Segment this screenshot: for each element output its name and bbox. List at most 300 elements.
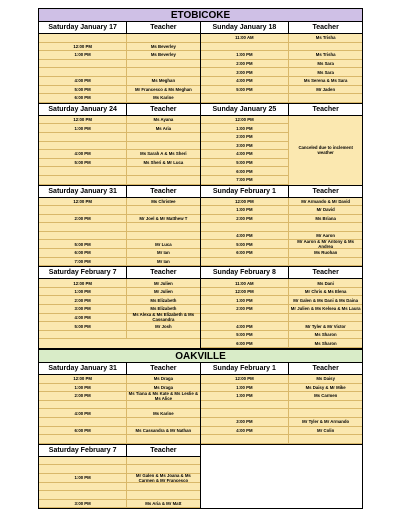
day-header	[39, 186, 200, 198]
slot-time	[39, 167, 127, 175]
slot-teacher: Mr Julien	[153, 289, 173, 295]
slot-time: 1:00 PM	[39, 288, 127, 296]
time-slot-row	[39, 457, 200, 466]
slot-time: 4:00 PM	[39, 314, 127, 322]
slot-teacher	[127, 331, 199, 339]
slot-time: 7:00 PM	[201, 176, 290, 184]
day-title: Saturday January 17	[39, 22, 127, 33]
time-slot-row	[201, 77, 363, 86]
time-slot-row	[201, 94, 363, 103]
slot-time	[39, 176, 127, 184]
oakville-title: OAKVILLE	[38, 349, 363, 363]
slot-time: 5:00 PM	[39, 322, 127, 330]
time-slot-row	[39, 392, 200, 401]
slot-teacher: Mr Joel & Mr Matthew T	[139, 215, 188, 221]
slot-teacher: Ms Aria	[155, 125, 172, 131]
slot-teacher: Ms Draga	[153, 384, 174, 390]
slot-time: 4:00 PM	[201, 77, 290, 85]
time-slot-row	[201, 409, 363, 418]
day-title: Sunday January 18	[201, 22, 290, 33]
slot-teacher: Mr Ian	[157, 258, 170, 264]
day-header	[39, 267, 200, 279]
slot-teacher: Mr Francesco & Ms Meghan	[134, 86, 192, 92]
slot-time: 5:00 PM	[201, 240, 290, 248]
slot-time	[39, 401, 127, 409]
slot-teacher	[289, 314, 362, 322]
slot-teacher	[127, 176, 199, 184]
slot-time: 4:00 PM	[39, 409, 127, 417]
slot-time: 1:00 PM	[201, 392, 290, 400]
day-header	[201, 186, 363, 198]
slot-time: 4:00 PM	[201, 232, 290, 240]
slot-time: 11:00 AM	[201, 279, 290, 287]
time-slot-row	[39, 232, 200, 241]
slot-time: 3:00 PM	[39, 500, 127, 508]
slot-time: 6:00 PM	[39, 249, 127, 257]
slot-teacher: Ms Carmen	[314, 393, 338, 399]
slot-time: 4:00 PM	[39, 77, 127, 85]
slot-teacher: Ms Tiana & Ms Kate & Ms Leslie & Ms Alice	[128, 390, 199, 401]
slot-teacher: Ms Elizabeth	[150, 306, 177, 312]
time-slot-row	[201, 60, 363, 69]
time-slot-row	[39, 68, 200, 77]
day-header	[201, 363, 363, 375]
slot-teacher: Mr Colin	[317, 427, 335, 433]
slot-teacher: Mr Ian	[157, 250, 170, 256]
slot-time: 6:00 PM	[201, 339, 290, 347]
slot-time	[201, 223, 290, 231]
teacher-header: Teacher	[312, 24, 339, 31]
slot-teacher: Mr Chris & Ms Elena	[304, 289, 347, 295]
slot-time	[39, 68, 127, 76]
slot-time: 4:00 PM	[39, 150, 127, 158]
slot-time: 3:00 PM	[201, 142, 290, 150]
time-slot-row	[39, 116, 200, 125]
slot-time: 1:00 PM	[201, 296, 290, 304]
time-slot-row	[39, 86, 200, 95]
time-slot-row	[201, 322, 363, 331]
slot-teacher: Ms Briana	[315, 215, 336, 221]
time-slot-row	[39, 375, 200, 384]
slot-teacher: Mr Tyler & Mr Victor	[305, 323, 346, 329]
teacher-header: Teacher	[150, 365, 177, 372]
day-title: Saturday January 31	[39, 363, 127, 374]
slot-teacher	[127, 60, 199, 68]
slot-time: 6:00 PM	[201, 167, 290, 175]
slot-teacher	[127, 167, 199, 175]
slot-time: 4:00 PM	[201, 322, 290, 330]
time-slots	[39, 116, 200, 185]
slot-teacher: Ms Dani	[317, 280, 334, 286]
day-title: Saturday January 31	[39, 186, 127, 197]
slot-time: 12:00 PM	[39, 375, 127, 383]
day-header	[201, 267, 363, 279]
day-column	[39, 186, 201, 267]
time-slot-row	[201, 384, 363, 393]
slot-teacher: Ms Karine	[153, 95, 174, 101]
slot-teacher: Mr Julien	[153, 280, 173, 286]
time-slot-row	[39, 43, 200, 52]
time-slot-row	[39, 401, 200, 410]
time-slot-row	[39, 240, 200, 249]
slot-time	[39, 142, 127, 150]
time-slots	[39, 34, 200, 103]
slot-time	[39, 435, 127, 443]
slot-teacher: Mr Galen & Ms Joana & Ms Carmen & Mr Francesco	[135, 472, 191, 483]
day-column	[39, 104, 201, 185]
slot-teacher: Ms Sharon	[314, 340, 337, 346]
time-slot-row	[201, 314, 363, 323]
slot-teacher: Ms Trisha	[315, 52, 336, 58]
slot-time: 2:00 PM	[39, 215, 127, 223]
time-slot-row	[39, 331, 200, 340]
teacher-header: Teacher	[312, 365, 339, 372]
time-slot-row	[201, 249, 363, 258]
time-slots	[201, 34, 363, 103]
slot-teacher	[127, 491, 199, 499]
teacher-header: Teacher	[150, 105, 177, 113]
slot-teacher: Ms Beverley	[150, 52, 176, 58]
time-slot-row	[39, 258, 200, 267]
time-slot-row	[201, 223, 363, 232]
slot-time	[201, 314, 290, 322]
day-title: Sunday January 25	[201, 104, 290, 115]
slot-time	[39, 223, 127, 231]
time-slot-row	[39, 51, 200, 60]
day-column	[201, 104, 363, 185]
slot-time: 3:00 PM	[201, 68, 290, 76]
day-header	[201, 22, 363, 34]
time-slot-row	[201, 198, 363, 207]
slot-teacher	[127, 206, 199, 214]
time-slots	[39, 279, 200, 339]
week-block	[38, 104, 363, 186]
slot-time	[39, 331, 127, 339]
slot-time	[39, 60, 127, 68]
time-slot-row	[39, 142, 200, 151]
teacher-header: Teacher	[150, 187, 177, 195]
day-column	[201, 186, 363, 267]
day-header	[39, 104, 200, 116]
time-slot-row	[39, 500, 200, 509]
time-slot-row	[39, 215, 200, 224]
slot-time: 12:00 PM	[39, 198, 127, 206]
time-slot-row	[201, 331, 363, 340]
slot-teacher	[127, 483, 199, 491]
time-slot-row	[39, 483, 200, 492]
day-title: Saturday February 7	[39, 267, 127, 278]
time-slot-row	[39, 409, 200, 418]
time-slot-row	[201, 296, 363, 305]
slot-time	[39, 465, 127, 473]
time-slot-row	[39, 474, 200, 483]
time-slot-row	[39, 60, 200, 69]
slot-teacher: Mr Armando & Mr David	[301, 198, 351, 204]
slot-time: 1:00 PM	[39, 384, 127, 392]
slot-time	[39, 232, 127, 240]
slot-time: 1:00 PM	[39, 51, 127, 59]
slot-teacher	[127, 418, 199, 426]
slot-teacher: Mr Aaron & Mr Antony & Ms Andrea	[297, 239, 355, 250]
time-slot-row	[201, 392, 363, 401]
slot-teacher: Ms Sheri & Mr Luca	[143, 160, 184, 166]
time-slot-row	[39, 176, 200, 185]
time-slot-row	[39, 491, 200, 500]
day-column	[201, 22, 363, 103]
slot-time: 2:00 PM	[201, 60, 290, 68]
slot-time: 12:00 PM	[39, 279, 127, 287]
slot-teacher	[127, 223, 199, 231]
slot-teacher	[289, 223, 362, 231]
slot-time: 4:00 PM	[201, 150, 290, 158]
slot-time	[201, 435, 290, 443]
slot-teacher	[289, 409, 362, 417]
time-slots	[39, 375, 200, 444]
slot-teacher: Ms Trisha	[315, 35, 336, 41]
time-slot-row	[201, 288, 363, 297]
time-slots	[201, 116, 363, 185]
slot-teacher: Mr Tyler & Mr Armando	[302, 419, 350, 425]
slot-teacher: Mr David	[316, 207, 335, 213]
time-slot-row	[39, 435, 200, 444]
slot-teacher: Ms Sharon	[314, 332, 337, 338]
teacher-header: Teacher	[312, 187, 339, 195]
time-slot-row	[39, 223, 200, 232]
day-column	[201, 363, 363, 444]
slot-time	[39, 483, 127, 491]
slot-time: 4:00 PM	[201, 427, 290, 435]
slot-time	[201, 258, 290, 266]
slot-time: 1:00 PM	[201, 206, 290, 214]
time-slot-row	[39, 77, 200, 86]
day-title: Saturday January 24	[39, 104, 127, 115]
slot-time: 6:00 PM	[39, 94, 127, 102]
time-slot-row	[201, 339, 363, 348]
day-column	[39, 267, 201, 348]
slot-teacher: Ms Cassandra & Mr Nathan	[135, 427, 192, 433]
slot-time: 2:00 PM	[201, 215, 290, 223]
slot-time	[39, 34, 127, 42]
week-block	[38, 445, 363, 510]
time-slot-row	[39, 279, 200, 288]
day-column	[39, 363, 201, 444]
slot-time	[201, 94, 290, 102]
day-header	[201, 104, 363, 116]
time-slot-row	[39, 34, 200, 43]
slot-teacher: Ms Sarah A & Ms Sheri	[140, 151, 187, 157]
slot-teacher	[127, 401, 199, 409]
time-slot-row	[39, 418, 200, 427]
slot-teacher: Mr Aaron	[316, 233, 335, 239]
day-column	[39, 445, 201, 509]
slot-time: 3:00 PM	[201, 418, 290, 426]
time-slot-row	[39, 206, 200, 215]
day-column	[39, 22, 201, 103]
slot-teacher: Ms Ruohan	[314, 250, 338, 256]
slot-teacher	[289, 435, 362, 443]
slot-time	[39, 133, 127, 141]
slot-teacher: Ms Karine	[153, 410, 174, 416]
slot-time: 2:00 PM	[201, 133, 290, 141]
slot-teacher	[289, 94, 362, 102]
time-slots	[39, 198, 200, 267]
time-slot-row	[201, 305, 363, 314]
schedule-sheet	[38, 8, 363, 509]
slot-time: 5:00 PM	[39, 86, 127, 94]
slot-teacher: Mr Jaden	[316, 86, 336, 92]
slot-time	[201, 409, 290, 417]
slot-teacher: Ms Meghan	[151, 78, 176, 84]
slot-time: 2:00 PM	[39, 296, 127, 304]
slot-time	[201, 401, 290, 409]
week-block	[38, 22, 363, 104]
slot-teacher: Mr Galen & Ms Dani & Ms Daina	[293, 297, 358, 303]
slot-teacher	[289, 401, 362, 409]
time-slot-row	[39, 167, 200, 176]
time-slot-row	[201, 215, 363, 224]
slot-time: 12:00 PM	[39, 43, 127, 51]
slot-teacher: Mr Luca	[155, 241, 172, 247]
slot-teacher: Mr Julien & Ms Kelsea & Ms Laura	[290, 306, 361, 312]
slot-time: 5:00 PM	[39, 240, 127, 248]
time-slot-row	[201, 51, 363, 60]
slot-time: 2:00 PM	[39, 392, 127, 400]
slot-time: 1:00 PM	[39, 474, 127, 482]
time-slot-row	[39, 296, 200, 305]
slot-teacher: Ms Sara	[317, 69, 334, 75]
slot-time: 5:00 PM	[201, 331, 290, 339]
slot-teacher	[127, 133, 199, 141]
slot-teacher: Ms Serena & Ms Sara	[303, 78, 348, 84]
time-slots	[201, 375, 363, 444]
slot-time: 1:00 PM	[39, 124, 127, 132]
time-slot-row	[201, 206, 363, 215]
slot-teacher: Ms Daisy & Mr Mike	[305, 384, 346, 390]
time-slot-row	[201, 34, 363, 43]
teacher-header: Teacher	[150, 269, 177, 277]
slot-teacher: Ms Sara	[317, 61, 334, 67]
time-slot-row	[201, 435, 363, 444]
slot-time: 5:00 PM	[39, 159, 127, 167]
time-slot-row	[201, 427, 363, 436]
time-slot-row	[39, 288, 200, 297]
empty-column	[201, 445, 363, 509]
teacher-header: Teacher	[312, 105, 339, 113]
slot-teacher: Ms Daisy	[316, 376, 335, 382]
time-slot-row	[39, 133, 200, 142]
teacher-header: Teacher	[150, 446, 177, 454]
teacher-header: Teacher	[312, 269, 339, 277]
slot-time: 3:00 PM	[39, 305, 127, 313]
slot-teacher	[127, 435, 199, 443]
day-header	[39, 363, 200, 375]
time-slot-row	[201, 375, 363, 384]
time-slot-row	[201, 240, 363, 249]
slot-time	[201, 43, 290, 51]
slot-teacher: Ms Christee	[151, 198, 176, 204]
slot-teacher: Ms Alexa & Ms Elizabeth & Ms Cassandra	[132, 312, 195, 323]
time-slot-row	[39, 249, 200, 258]
slot-time: 2:00 PM	[201, 305, 290, 313]
time-slots	[39, 457, 200, 509]
slot-teacher: Mr Josh	[155, 323, 172, 329]
slot-teacher: Ms Draga	[153, 376, 174, 382]
slot-time: 1:00 PM	[201, 124, 290, 132]
slot-teacher: Ms Beverley	[150, 43, 176, 49]
time-slot-row	[39, 427, 200, 436]
slot-time: 12:00 PM	[201, 116, 290, 124]
time-slot-row	[39, 322, 200, 331]
slot-teacher	[289, 258, 362, 266]
slot-time: 1:00 PM	[201, 51, 290, 59]
slot-teacher: Ms Aria & Mr Matt	[145, 501, 182, 507]
slot-time	[39, 457, 127, 465]
slot-teacher	[127, 232, 199, 240]
slot-time: 12:00 PM	[201, 288, 290, 296]
week-block	[38, 267, 363, 349]
slot-time: 6:00 PM	[201, 249, 290, 257]
slot-time: 7:00 PM	[39, 258, 127, 266]
day-title: Sunday February 1	[201, 186, 290, 197]
slot-teacher: Ms Elizabeth	[150, 297, 177, 303]
time-slot-row	[39, 124, 200, 133]
slot-teacher	[127, 457, 199, 465]
time-slots	[201, 198, 363, 267]
time-slot-row	[39, 198, 200, 207]
time-slot-row	[201, 401, 363, 410]
slot-time	[39, 491, 127, 499]
slot-time: 1:00 PM	[201, 384, 290, 392]
day-title: Sunday February 1	[201, 363, 290, 374]
time-slot-row	[201, 68, 363, 77]
day-title: Saturday February 7	[39, 445, 127, 456]
slot-time: 12:00 PM	[201, 375, 290, 383]
slot-time: 6:00 PM	[39, 427, 127, 435]
slot-teacher	[289, 43, 362, 51]
cancellation-note: Canceled due to inclement weather	[289, 116, 362, 185]
slot-time: 5:00 PM	[201, 86, 290, 94]
time-slot-row	[39, 150, 200, 159]
slot-teacher: Ms Ayana	[153, 117, 174, 123]
etobicoke-title: ETOBICOKE	[38, 8, 363, 22]
time-slot-row	[201, 86, 363, 95]
week-block	[38, 186, 363, 268]
slot-time	[39, 206, 127, 214]
time-slot-row	[201, 43, 363, 52]
time-slot-row	[39, 94, 200, 103]
day-title: Sunday February 8	[201, 267, 290, 278]
week-block	[38, 363, 363, 445]
slot-time: 5:00 PM	[201, 159, 290, 167]
day-header	[39, 22, 200, 34]
day-header	[39, 445, 200, 457]
teacher-header: Teacher	[150, 24, 177, 31]
slot-teacher	[127, 68, 199, 76]
column-filler	[39, 339, 200, 348]
slot-teacher	[127, 142, 199, 150]
slot-time	[39, 418, 127, 426]
time-slot-row	[39, 314, 200, 323]
slot-teacher	[127, 34, 199, 42]
slot-time: 12:00 PM	[201, 198, 290, 206]
day-column	[201, 267, 363, 348]
time-slot-row	[201, 418, 363, 427]
slot-time: 12:00 PM	[39, 116, 127, 124]
time-slots	[201, 279, 363, 348]
time-slot-row	[39, 159, 200, 168]
time-slot-row	[201, 258, 363, 267]
time-slot-row	[201, 279, 363, 288]
